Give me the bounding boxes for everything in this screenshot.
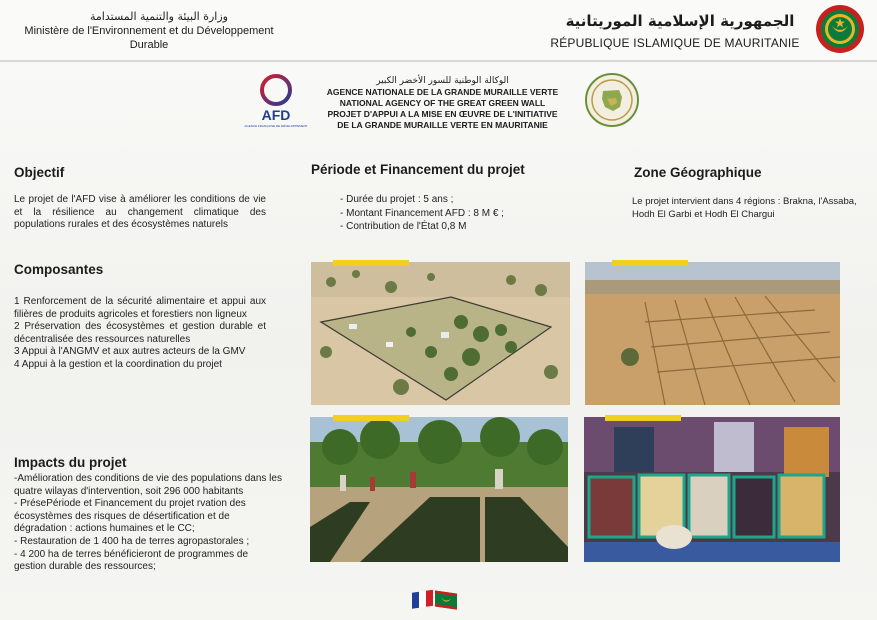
- agency-name-arabic: الوكالة الوطنية للسور الأخضر الكبير: [376, 76, 509, 86]
- photo-market-produce: [584, 417, 840, 562]
- impact-item: - 4 200 ha de terres bénéficieront de programmes de gestion durable des ressources;: [14, 548, 249, 573]
- agency-name-french: AGENCE NATIONALE DE LA GRANDE MURAILLE VERTE: [326, 87, 559, 97]
- objectif-heading: Objectif: [14, 165, 65, 180]
- periode-line: - Montant Financement AFD : 8 M € ;: [340, 207, 504, 219]
- composante-item: 4 Appui à la gestion et la coordination du projet: [14, 358, 222, 370]
- photo-aerial-enclosure: [311, 262, 570, 405]
- periode-line: - Contribution de l'État 0,8 M: [340, 221, 467, 232]
- yellow-accent-bar: [605, 415, 681, 421]
- yellow-accent-bar: [333, 260, 409, 266]
- photo-tree-nursery: [310, 417, 568, 562]
- composantes-heading: Composantes: [14, 262, 104, 277]
- composante-item: 2 Préservation des écosystèmes et gestion durable et décentralisée des ressources naturelles: [14, 321, 266, 345]
- republic-name-french: RÉPUBLIQUE ISLAMIQUE DE MAURITANIE: [550, 36, 800, 50]
- periode-list: [340, 193, 560, 234]
- afd-logo-subtext: AGENCE FRANÇAISE DE DÉVELOPPEMENT: [244, 124, 308, 128]
- project-title-line2: DE LA GRANDE MURAILLE VERTE EN MAURITANIE: [337, 120, 548, 130]
- periode-heading: Période et Financement du projet: [311, 162, 525, 177]
- composantes-list: [14, 296, 266, 372]
- impacts-heading: Impacts du projet: [14, 455, 127, 470]
- zone-text: Le projet intervient dans 4 régions : Brakna, l'Assaba, Hodh El Garbi et Hodh El Chargui: [632, 196, 857, 220]
- impact-item: -Amélioration des conditions de vie des populations dans les quatre wilayas d'intervention, soit 296 000 habitants: [14, 473, 282, 497]
- agency-name-english: NATIONAL AGENCY OF THE GREAT GREEN WALL: [339, 98, 546, 108]
- periode-line: - Durée du projet : 5 ans ;: [340, 194, 454, 205]
- project-title-line1: PROJET D'APPUI A LA MISE EN ŒUVRE DE L'INITIATIVE: [327, 109, 558, 119]
- agency-block: [305, 76, 580, 131]
- yellow-accent-bar: [333, 415, 409, 421]
- composante-item: 3 Appui à l'ANGMV et aux autres acteurs de la GMV: [14, 346, 246, 358]
- great-green-wall-logo: [585, 73, 639, 127]
- mauritania-seal-icon: [815, 4, 865, 54]
- zone-heading: Zone Géographique: [634, 165, 762, 180]
- impacts-list: [14, 473, 282, 574]
- photo-dune-fixation: [585, 262, 840, 405]
- objectif-text: Le projet de l'AFD vise à améliorer les conditions de vie et la résilience au changement climatique des populations rurales et des écosystèmes naturels: [14, 194, 266, 231]
- impact-item: - PrésePériode et Financement du projet rvation des écosystèmes des risques de désertification et de dégradation : actions humaines et le CC;: [14, 498, 246, 535]
- republic-name-arabic: الجمهورية الإسلامية الموريتانية: [565, 12, 795, 30]
- ministry-name-french: Ministère de l'Environnement et du Développement Durable: [24, 25, 274, 51]
- france-mauritania-flags-icon: [410, 585, 460, 613]
- afd-logo: [244, 72, 308, 136]
- composante-item: 1 Renforcement de la sécurité alimentaire et appui aux filières de produits agricoles et forestiers non ligneux: [14, 296, 266, 320]
- header-band: [0, 0, 877, 62]
- afd-logo-text: AFD: [261, 107, 291, 123]
- impact-item: - Restauration de 1 400 ha de terres agropastorales ;: [14, 535, 250, 547]
- yellow-accent-bar: [612, 260, 688, 266]
- ministry-name-arabic: وزارة البيئة والتنمية المستدامة: [90, 10, 228, 23]
